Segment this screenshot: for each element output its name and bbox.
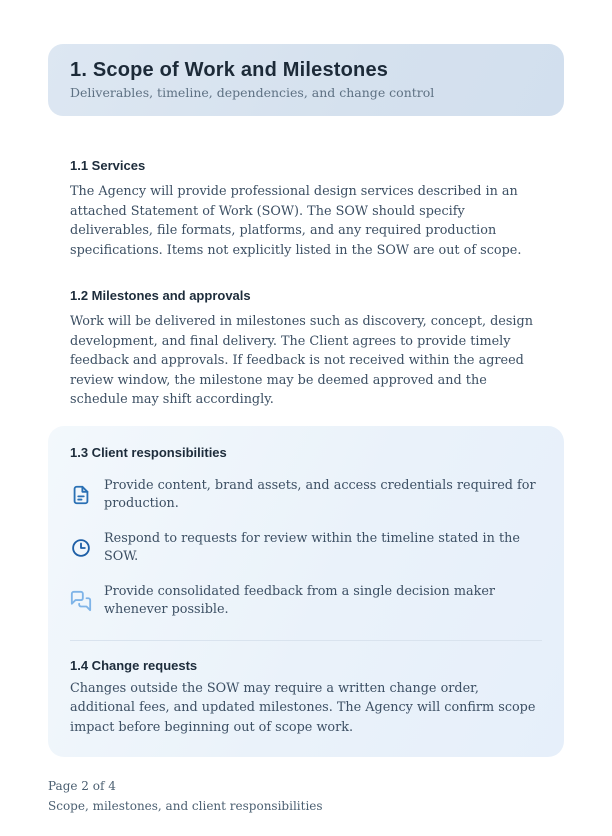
list-item-text: Provide consolidated feedback from a single decision maker whenever possible.: [104, 583, 496, 617]
document-icon: [70, 484, 92, 506]
section-heading: 1.2 Milestones and approvals: [70, 288, 251, 303]
footer-summary: Scope, milestones, and client responsibilities: [48, 799, 323, 813]
section-body: Changes outside the SOW may require a written change order, additional fees, and updated milestones. The Agency will confirm scope impact before beginning out of scope work.: [70, 680, 536, 735]
list-item: [70, 530, 542, 566]
section-change-requests: [70, 658, 542, 738]
page-title: 1. Scope of Work and Milestones: [70, 59, 389, 81]
list-item-text: Respond to requests for review within the timeline stated in the SOW.: [104, 530, 520, 564]
section-heading: 1.3 Client responsibilities: [70, 444, 227, 460]
section-milestones: [70, 288, 542, 410]
chat-bubbles-icon: [70, 590, 92, 612]
list-item: [70, 477, 542, 513]
document-page: [0, 44, 612, 836]
header-card: [48, 44, 564, 116]
list-item: [70, 583, 542, 619]
panel-divider: [70, 640, 542, 641]
section-heading: 1.1 Services: [70, 158, 146, 173]
page-content: [0, 158, 612, 410]
section-services: [70, 158, 542, 260]
page-subtitle: Deliverables, timeline, dependencies, and change control: [70, 85, 435, 100]
clock-icon: [70, 537, 92, 559]
page-footer: [48, 779, 564, 813]
section-body: Work will be delivered in milestones such as discovery, concept, design development, and final delivery. The Client agrees to provide timely feedback and approvals. If feedback is not received within the agreed review window, the milestone may be deemed approved and the schedule may shift accordingly.: [70, 314, 533, 407]
section-body: The Agency will provide professional design services described in an attached Statement of Work (SOW). The SOW should specify deliverables, file formats, platforms, and any required production specifications. Items not explicitly listed in the SOW are out of scope.: [70, 184, 522, 258]
responsibilities-panel: [48, 426, 564, 758]
section-heading: 1.4 Change requests: [70, 657, 198, 673]
page-number: Page 2 of 4: [48, 779, 116, 793]
list-item-text: Provide content, brand assets, and access credentials required for production.: [104, 477, 536, 511]
